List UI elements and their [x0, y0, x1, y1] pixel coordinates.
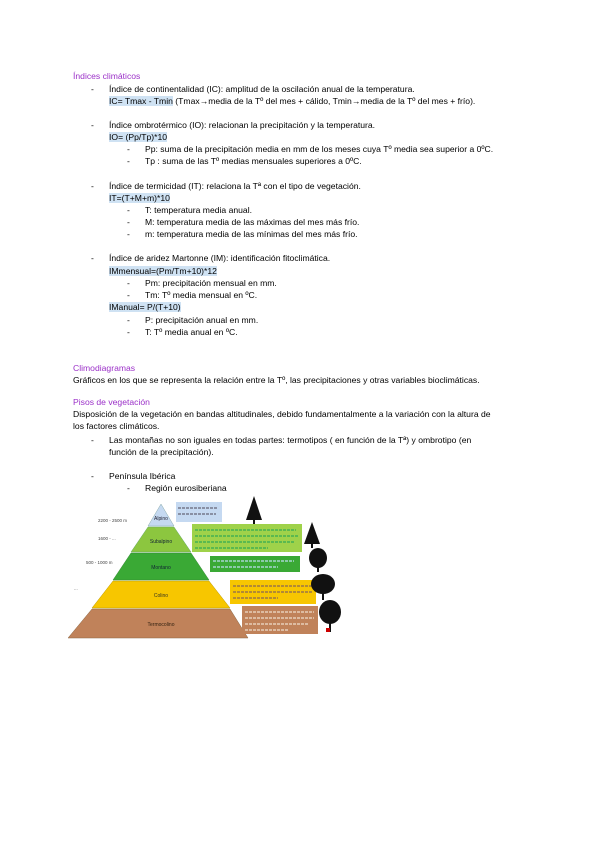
bullet-dash: - — [91, 181, 94, 191]
sub-bullet-dash: - — [127, 217, 130, 227]
tree-icon — [319, 600, 341, 632]
section-heading-pisos: Pisos de vegetación — [73, 397, 150, 407]
sub-bullet-dash: - — [127, 229, 130, 239]
bullet-dash: - — [91, 120, 94, 130]
im-item-pm: Pm: precipitación mensual en mm. — [145, 278, 277, 288]
level-label-alpino: Alpino — [154, 516, 168, 522]
it-item-m-max: M: temperatura media de las máximas del mes más frío. — [145, 217, 360, 227]
description-box-termocolino — [242, 606, 318, 634]
description-box-alpino — [176, 502, 222, 522]
pisos-text-line2: los factores climáticos. — [73, 421, 160, 431]
sub-bullet-dash: - — [127, 205, 130, 215]
sub-bullet-dash: - — [127, 156, 130, 166]
pisos-text-line1: Disposición de la vegetación en bandas altitudinales, debido fundamentalmente a la variación con la altura de — [73, 409, 491, 419]
tree-icon — [246, 496, 262, 524]
sub-bullet-dash: - — [127, 278, 130, 288]
bullet-dash: - — [91, 435, 94, 445]
tree-icon — [309, 548, 327, 572]
im-item-t: T: Tº media anual en ºC. — [145, 327, 238, 337]
description-box-montano — [210, 556, 300, 572]
pisos-bullet-line2: función de la precipitación). — [109, 447, 214, 457]
section-heading-climodiagramas: Climodiagramas — [73, 363, 136, 373]
altitude-label: 500 - 1000 m — [86, 560, 113, 565]
io-title: Índice ombrotérmico (IO): relacionan la precipitación y la temperatura. — [109, 120, 376, 130]
description-box-subalpino — [192, 524, 302, 552]
it-title: Índice de termicidad (IT): relaciona la Tª con el tipo de vegetación. — [109, 181, 361, 191]
it-formula: IT=(T+M+m)*10 — [109, 193, 170, 203]
description-box-colino — [230, 580, 316, 604]
ic-formula: IC= Tmax - Tmin — [109, 96, 173, 106]
vegetation-pyramid-figure — [68, 494, 368, 640]
bullet-dash: - — [91, 253, 94, 263]
level-label-subalpino: Subalpino — [149, 539, 173, 545]
io-item-tp: Tp : suma de las Tº medias mensuales superiores a 0ºC. — [145, 156, 362, 166]
ic-formula-rest: (Tmax→media de la Tº del mes + cálido, Tmin→media de la Tº del mes + frío). — [172, 96, 476, 106]
it-item-t: T: temperatura media anual. — [145, 205, 253, 215]
io-formula: IO= (Pp/Tp)*10 — [109, 132, 168, 142]
climodiagramas-text: Gráficos en los que se representa la relación entre la Tº, las precipitaciones y otras variables bioclimáticas. — [73, 375, 480, 385]
im-title: Índice de aridez Martonne (IM): identificación fitoclimática. — [109, 253, 331, 263]
level-label-montano: Montano — [151, 565, 171, 571]
marker-icon — [326, 628, 330, 632]
sub-bullet-dash: - — [127, 144, 130, 154]
io-formula-line — [109, 132, 167, 143]
im-formula-monthly: IMmensual=(Pm/Tm+10)*12 — [109, 266, 217, 276]
im-item-tm: Tm: Tº media mensual en ºC. — [145, 290, 258, 300]
tree-icon — [304, 522, 320, 548]
level-alpino — [148, 504, 174, 526]
altitude-label: 2200 - 2500 m — [98, 518, 128, 523]
it-formula-line — [109, 193, 170, 204]
bullet-dash: - — [91, 84, 94, 94]
sub-bullet-dash: - — [127, 483, 130, 493]
altitude-label: ... — [74, 586, 78, 591]
im-formula-annual: IManual= P/(T+10) — [109, 302, 181, 312]
bullet-dash: - — [91, 471, 94, 481]
im-formula-monthly-line — [109, 266, 217, 277]
ic-title: Índice de continentalidad (IC): amplitud de la oscilación anual de la temperatura. — [109, 84, 415, 94]
level-label-termocolino: Termocolino — [147, 622, 175, 628]
im-formula-annual-line — [109, 302, 181, 313]
pisos-bullet-line1: Las montañas no son iguales en todas partes: termotipos ( en función de la Tª) y ombrotipo (en — [109, 435, 472, 445]
sub-bullet-dash: - — [127, 315, 130, 325]
ic-formula-line — [109, 96, 475, 107]
sub-bullet-dash: - — [127, 290, 130, 300]
sub-bullet-dash: - — [127, 327, 130, 337]
level-label-colino: Colino — [153, 593, 169, 599]
it-item-m-min: m: temperatura media de las mínimas del mes más frío. — [145, 229, 358, 239]
altitude-label: 1600 - ... — [98, 536, 116, 541]
io-item-pp: Pp: suma de la precipitación media en mm de los meses cuya Tº media sea superior a 0ºC. — [145, 144, 494, 154]
peninsula-label: Península Ibérica — [109, 471, 176, 481]
im-item-p: P: precipitación anual en mm. — [145, 315, 259, 325]
region-label: Región eurosiberiana — [145, 483, 227, 493]
section-heading-indices: Índices climáticos — [73, 71, 141, 81]
